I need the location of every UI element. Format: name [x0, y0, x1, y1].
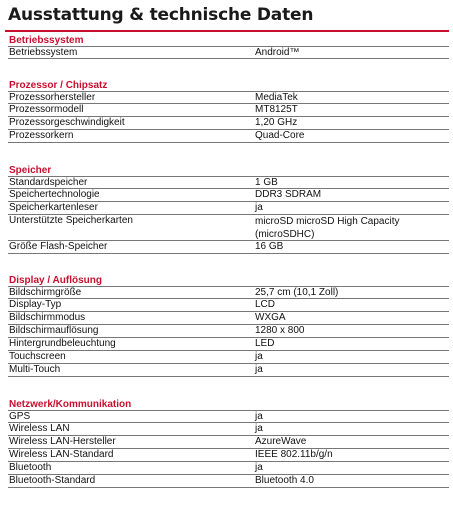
spec-row	[8, 241, 449, 254]
spec-label: Bildschirmgröße	[9, 287, 82, 298]
spec-value: 16 GB	[255, 241, 284, 252]
spec-row	[8, 176, 449, 189]
spec-label: Hintergrundbeleuchtung	[9, 338, 116, 349]
page-title: Ausstattung & technische Daten	[8, 5, 314, 25]
spec-row	[8, 299, 449, 312]
spec-row	[8, 475, 449, 488]
spec-row	[8, 423, 449, 436]
spec-label: GPS	[9, 411, 31, 422]
section-title: Betriebssystem	[9, 35, 84, 46]
spec-row	[8, 130, 449, 143]
section-speicher	[0, 165, 453, 254]
spec-value: ja	[255, 462, 263, 473]
spec-value: DDR3 SDRAM	[255, 189, 322, 200]
spec-label: Multi-Touch	[9, 364, 61, 375]
spec-value: Quad-Core	[255, 130, 305, 141]
spec-label: Prozessorgeschwindigkeit	[9, 117, 125, 128]
spec-label: Prozessorhersteller	[9, 92, 96, 103]
section-title: Prozessor / Chipsatz	[9, 80, 108, 91]
title-divider	[5, 30, 449, 32]
section-prozessor	[0, 80, 453, 143]
spec-label: Betriebssystem	[9, 47, 78, 58]
spec-label: Wireless LAN-Standard	[9, 449, 114, 460]
spec-label: Touchscreen	[9, 351, 66, 362]
spec-row	[8, 46, 449, 59]
spec-row	[8, 189, 449, 202]
spec-label: Bluetooth	[9, 462, 52, 473]
spec-row	[8, 312, 449, 325]
spec-value: microSD microSD High Capacity (microSDHC)	[255, 216, 400, 240]
spec-label: Speicherkartenleser	[9, 202, 98, 213]
spec-row	[8, 215, 449, 241]
spec-value: Bluetooth 4.0	[255, 475, 314, 486]
spec-value: 1,20 GHz	[255, 117, 298, 128]
spec-row	[8, 91, 449, 104]
spec-row	[8, 462, 449, 475]
spec-value: ja	[255, 411, 263, 422]
spec-label: Standardspeicher	[9, 177, 88, 188]
spec-row	[8, 286, 449, 299]
spec-label: Prozessormodell	[9, 104, 84, 115]
spec-label: Größe Flash-Speicher	[9, 241, 108, 252]
spec-value: ja	[255, 423, 263, 434]
spec-value: 25,7 cm (10,1 Zoll)	[255, 287, 339, 298]
section-display	[0, 275, 453, 377]
spec-label: Display-Typ	[9, 299, 62, 310]
spec-label: Bildschirmmodus	[9, 312, 86, 323]
spec-row	[8, 449, 449, 462]
spec-label: Unterstützte Speicherkarten	[9, 215, 133, 226]
spec-value: IEEE 802.11b/g/n	[255, 449, 333, 460]
spec-label: Wireless LAN-Hersteller	[9, 436, 116, 447]
spec-value: 1280 x 800	[255, 325, 305, 336]
spec-label: Bildschirmauflösung	[9, 325, 99, 336]
spec-value: AzureWave	[255, 436, 307, 447]
spec-value: MT8125T	[255, 104, 298, 115]
section-title: Netzwerk/Kommunikation	[9, 399, 132, 410]
spec-value: LED	[255, 338, 275, 349]
spec-row	[8, 117, 449, 130]
section-title: Speicher	[9, 165, 52, 176]
spec-row	[8, 338, 449, 351]
spec-row	[8, 325, 449, 338]
section-title: Display / Auflösung	[9, 275, 102, 286]
spec-row	[8, 436, 449, 449]
spec-value: ja	[255, 351, 263, 362]
spec-label: Prozessorkern	[9, 130, 74, 141]
spec-value: ja	[255, 202, 263, 213]
spec-label: Wireless LAN	[9, 423, 70, 434]
spec-value: Android™	[255, 47, 300, 58]
spec-value: WXGA	[255, 312, 286, 323]
spec-value: LCD	[255, 299, 276, 310]
spec-row	[8, 351, 449, 364]
spec-value: 1 GB	[255, 177, 278, 188]
spec-row	[8, 364, 449, 377]
spec-row	[8, 202, 449, 215]
section-netzwerk	[0, 399, 453, 488]
spec-label: Speichertechnologie	[9, 189, 100, 200]
spec-row	[8, 104, 449, 117]
spec-row	[8, 410, 449, 423]
section-betriebssystem	[0, 35, 453, 59]
spec-label: Bluetooth-Standard	[9, 475, 96, 486]
spec-value: MediaTek	[255, 92, 298, 103]
spec-value: ja	[255, 364, 263, 375]
